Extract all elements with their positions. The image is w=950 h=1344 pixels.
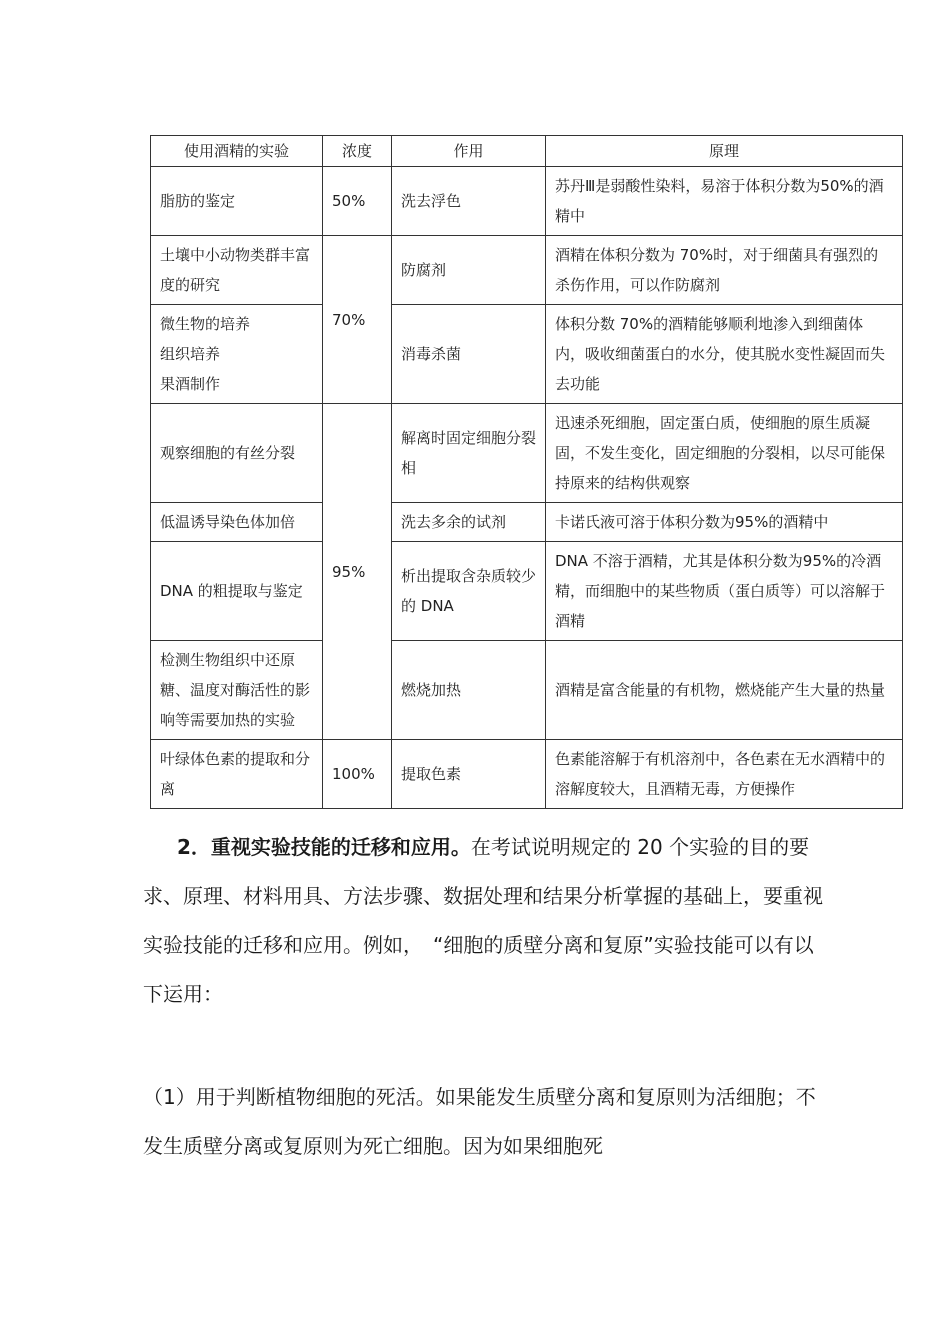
cell-principle: 迅速杀死细胞，固定蛋白质，使细胞的原生质凝固，不发生变化，固定细胞的分裂相，以尽可能保持原来的结构供观察	[546, 404, 903, 503]
table-row	[151, 641, 903, 740]
table-row	[151, 236, 903, 305]
cell-function: 洗去浮色	[392, 167, 546, 236]
header-experiment: 使用酒精的实验	[151, 136, 323, 167]
cell-principle: 酒精在体积分数为 70%时，对于细菌具有强烈的杀伤作用，可以作防腐剂	[546, 236, 903, 305]
paragraph-body: （1）用于判断植物细胞的死活。如果能发生质壁分离和复原则为活细胞；不发生质壁分离或复原则为死亡细胞。因为如果细胞死	[143, 1085, 816, 1158]
experiment-line: 果酒制作	[160, 375, 221, 393]
cell-experiment: 叶绿体色素的提取和分离	[151, 740, 323, 809]
cell-function: 防腐剂	[392, 236, 546, 305]
header-concentration: 浓度	[323, 136, 392, 167]
table-row	[151, 404, 903, 503]
cell-concentration: 95%	[323, 404, 392, 740]
paragraph-cell-viability	[143, 1073, 833, 1171]
experiment-line: 微生物的培养	[160, 315, 251, 333]
cell-principle: 卡诺氏液可溶于体积分数为95%的酒精中	[546, 503, 903, 542]
paragraph-skill-transfer	[143, 823, 833, 1019]
cell-function: 解离时固定细胞分裂相	[392, 404, 546, 503]
cell-principle: DNA 不溶于酒精，尤其是体积分数为95%的冷酒精，而细胞中的某些物质（蛋白质等）可以溶解于酒精	[546, 542, 903, 641]
cell-concentration: 50%	[323, 167, 392, 236]
header-principle: 原理	[546, 136, 903, 167]
alcohol-experiments-table	[150, 135, 903, 809]
cell-principle: 酒精是富含能量的有机物，燃烧能产生大量的热量	[546, 641, 903, 740]
header-function: 作用	[392, 136, 546, 167]
table-row	[151, 740, 903, 809]
paragraph-heading: 2．重视实验技能的迁移和应用。	[177, 835, 471, 859]
cell-principle: 苏丹Ⅲ是弱酸性染料，易溶于体积分数为50%的酒精中	[546, 167, 903, 236]
table-row	[151, 542, 903, 641]
cell-function: 析出提取含杂质较少的 DNA	[392, 542, 546, 641]
cell-experiment: 低温诱导染色体加倍	[151, 503, 323, 542]
cell-function: 洗去多余的试剂	[392, 503, 546, 542]
table-row	[151, 305, 903, 404]
cell-experiment	[151, 305, 323, 404]
cell-experiment: 观察细胞的有丝分裂	[151, 404, 323, 503]
cell-function: 燃烧加热	[392, 641, 546, 740]
cell-function: 消毒杀菌	[392, 305, 546, 404]
table-header-row	[151, 136, 903, 167]
cell-experiment: 脂肪的鉴定	[151, 167, 323, 236]
experiment-line: 组织培养	[160, 345, 221, 363]
paragraph-body: 在考试说明规定的 20 个实验的目的要求、原理、材料用具、方法步骤、数据处理和结果分析掌握的基础上，要重视实验技能的迁移和应用。例如， “细胞的质壁分离和复原”实验技能可以有以下运用：	[143, 835, 823, 1006]
cell-concentration: 100%	[323, 740, 392, 809]
cell-principle: 体积分数 70%的酒精能够顺利地渗入到细菌体内，吸收细菌蛋白的水分，使其脱水变性凝固而失去功能	[546, 305, 903, 404]
table-row	[151, 503, 903, 542]
cell-function: 提取色素	[392, 740, 546, 809]
cell-principle: 色素能溶解于有机溶剂中，各色素在无水酒精中的溶解度较大，且酒精无毒，方便操作	[546, 740, 903, 809]
cell-experiment: 检测生物组织中还原糖、温度对酶活性的影响等需要加热的实验	[151, 641, 323, 740]
cell-experiment: DNA 的粗提取与鉴定	[151, 542, 323, 641]
table-row	[151, 167, 903, 236]
cell-concentration: 70%	[323, 236, 392, 404]
cell-experiment: 土壤中小动物类群丰富度的研究	[151, 236, 323, 305]
